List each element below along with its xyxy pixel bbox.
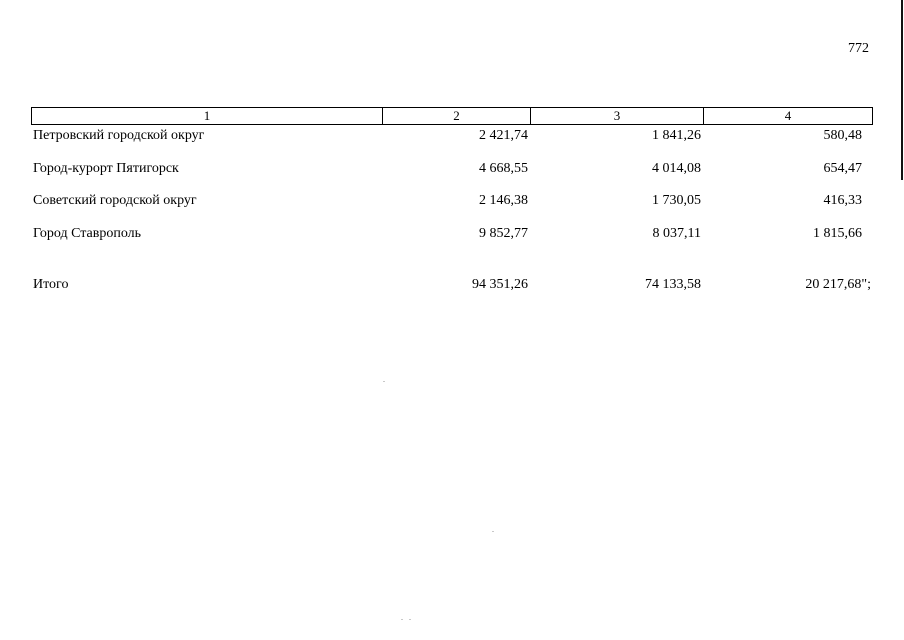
total-label: Итого	[33, 277, 69, 292]
row-value-col4: 654,47	[823, 161, 862, 176]
data-table	[31, 107, 873, 292]
row-value-col4: 416,33	[823, 193, 862, 208]
header-cell-3: 3	[613, 108, 621, 123]
total-value-col4: 20 217,68";	[805, 277, 871, 292]
header-cell-1: 1	[203, 108, 211, 123]
row-value-col2: 9 852,77	[479, 226, 528, 241]
table-row	[31, 126, 873, 146]
table-header-row	[31, 107, 873, 125]
row-value-col3: 8 037,11	[652, 226, 701, 241]
row-value-col4: 580,48	[823, 128, 862, 143]
scan-speck	[401, 619, 403, 620]
row-name: Город Ставрополь	[33, 226, 142, 241]
table-row	[31, 159, 873, 179]
row-value-col3: 4 014,08	[652, 161, 701, 176]
table-row	[31, 191, 873, 211]
scan-speck	[409, 619, 411, 620]
total-value-col2: 94 351,26	[472, 277, 528, 292]
row-name: Советский городской округ	[33, 193, 197, 208]
header-cell-2: 2	[453, 108, 460, 123]
row-name: Город-курорт Пятигорск	[33, 161, 179, 176]
row-value-col2: 2 421,74	[479, 128, 528, 143]
row-value-col2: 2 146,38	[479, 193, 528, 208]
table-total-row	[31, 275, 873, 295]
row-value-col4: 1 815,66	[813, 226, 862, 241]
row-value-col2: 4 668,55	[479, 161, 528, 176]
page-number: 772	[848, 41, 869, 56]
scan-speck	[383, 381, 385, 382]
table-row	[31, 224, 873, 244]
scan-edge-line	[901, 0, 903, 180]
header-cell-4: 4	[784, 108, 792, 123]
total-value-col3: 74 133,58	[645, 277, 701, 292]
row-value-col3: 1 841,26	[652, 128, 701, 143]
scan-speck	[492, 531, 494, 532]
row-value-col3: 1 730,05	[652, 193, 701, 208]
row-name: Петровский городской округ	[33, 128, 205, 143]
